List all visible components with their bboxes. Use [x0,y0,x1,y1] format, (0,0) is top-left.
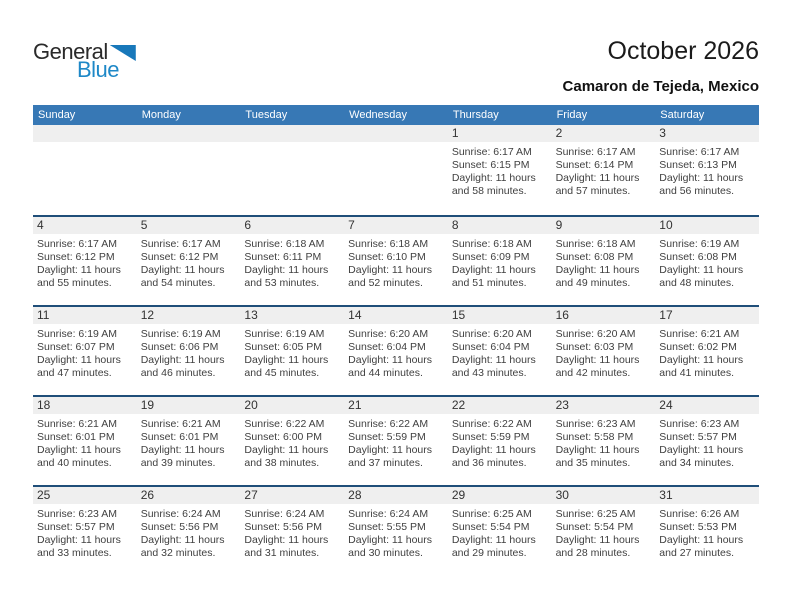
day-number: 24 [659,398,673,412]
day-number: 22 [451,398,466,412]
day-number: 26 [140,488,155,502]
day-cell [448,324,552,380]
sunrise-text: Sunrise: 6:20 AM [451,328,532,340]
day-cell [448,142,552,198]
daylight-text: Daylight: 11 hours and 40 minutes. [37,444,121,469]
sunrise-text: Sunrise: 6:23 AM [659,418,740,430]
day-cell [33,324,137,380]
day-number: 20 [244,398,258,412]
sunset-text: Sunset: 6:02 PM [659,341,737,353]
sunset-text: Sunset: 6:01 PM [140,431,219,443]
daylight-text: Daylight: 11 hours and 55 minutes. [37,264,121,289]
sunset-text: Sunset: 5:54 PM [451,521,530,533]
sunrise-text: Sunrise: 6:18 AM [555,238,636,250]
sunset-text: Sunset: 5:56 PM [140,521,219,533]
sunset-text: Sunset: 6:09 PM [451,251,530,263]
sunset-text: Sunset: 6:10 PM [348,251,426,263]
daylight-text: Daylight: 11 hours and 48 minutes. [659,264,744,289]
daylight-text: Daylight: 11 hours and 32 minutes. [140,534,225,559]
day-cell [240,504,344,560]
day-number: 31 [659,488,673,502]
sunset-text: Sunset: 6:08 PM [555,251,634,263]
sunrise-text: Sunrise: 6:19 AM [659,238,740,250]
day-number: 30 [555,488,569,502]
calendar [33,105,759,575]
daylight-text: Daylight: 11 hours and 53 minutes. [244,264,329,289]
sunrise-text: Sunrise: 6:23 AM [555,418,636,430]
sunset-text: Sunset: 5:59 PM [348,431,426,443]
day-number: 1 [451,126,459,140]
sunrise-text: Sunrise: 6:23 AM [37,508,117,520]
daylight-text: Daylight: 11 hours and 51 minutes. [451,264,536,289]
day-number: 12 [140,308,155,322]
daylight-text: Daylight: 11 hours and 47 minutes. [37,354,121,379]
day-cell [344,324,448,380]
sunset-text: Sunset: 6:08 PM [659,251,737,263]
daylight-text: Daylight: 11 hours and 39 minutes. [140,444,225,469]
sunset-text: Sunset: 5:57 PM [659,431,737,443]
sunset-text: Sunset: 6:13 PM [659,159,737,171]
sunrise-text: Sunrise: 6:17 AM [140,238,221,250]
empty-day-cell [137,142,241,198]
sunrise-text: Sunrise: 6:17 AM [451,146,532,158]
daylight-text: Daylight: 11 hours and 42 minutes. [555,354,640,379]
day-number: 4 [37,218,44,232]
sunset-text: Sunset: 6:04 PM [348,341,426,353]
daylight-text: Daylight: 11 hours and 28 minutes. [555,534,640,559]
day-number: 2 [555,126,563,140]
week-row [33,305,759,395]
day-number-band [33,487,759,504]
week-row [33,395,759,485]
weekday-thursday: Thursday [452,109,499,121]
day-cell [655,414,759,470]
week-row [33,485,759,575]
logo-word-blue: Blue [77,57,120,82]
day-number [137,125,241,142]
sunset-text: Sunset: 6:01 PM [37,431,115,443]
sunrise-text: Sunrise: 6:19 AM [37,328,117,340]
sunset-text: Sunset: 6:12 PM [140,251,219,263]
sunrise-text: Sunrise: 6:22 AM [451,418,532,430]
day-number-band [33,217,759,234]
day-number-band [33,125,759,142]
week-content [33,414,759,470]
calendar-body [33,125,759,575]
empty-day-cell [344,142,448,198]
day-number [344,125,448,142]
sunrise-text: Sunrise: 6:22 AM [348,418,429,430]
page-subtitle: Camaron de Tejeda, Mexico [562,78,759,95]
day-cell [33,414,137,470]
sunset-text: Sunset: 6:15 PM [451,159,530,171]
daylight-text: Daylight: 11 hours and 27 minutes. [659,534,744,559]
page-header [0,0,792,105]
sunset-text: Sunset: 6:11 PM [244,251,322,263]
day-cell [137,234,241,290]
day-number: 29 [451,488,466,502]
sunrise-text: Sunrise: 6:21 AM [37,418,117,430]
weekday-header-row [33,105,759,125]
day-cell [448,414,552,470]
sunrise-text: Sunrise: 6:17 AM [37,238,117,250]
sunset-text: Sunset: 5:54 PM [555,521,634,533]
day-number: 16 [555,308,569,322]
weekday-wednesday: Wednesday [349,109,408,121]
daylight-text: Daylight: 11 hours and 34 minutes. [659,444,744,469]
sunrise-text: Sunrise: 6:19 AM [244,328,325,340]
sunset-text: Sunset: 6:14 PM [555,159,634,171]
day-number: 5 [140,218,148,232]
day-number: 8 [451,218,459,232]
week-content [33,324,759,380]
day-number: 23 [555,398,569,412]
weekday-friday: Friday [556,109,588,121]
weekday-tuesday: Tuesday [245,109,288,121]
sunrise-text: Sunrise: 6:17 AM [555,146,636,158]
day-cell [655,234,759,290]
sunrise-text: Sunrise: 6:21 AM [140,418,221,430]
week-content [33,234,759,290]
daylight-text: Daylight: 11 hours and 35 minutes. [555,444,640,469]
day-number: 6 [244,218,252,232]
day-number: 18 [37,398,51,412]
day-cell [33,504,137,560]
sunrise-text: Sunrise: 6:18 AM [451,238,532,250]
sunrise-text: Sunrise: 6:25 AM [555,508,636,520]
day-number: 9 [555,218,563,232]
sunrise-text: Sunrise: 6:24 AM [140,508,221,520]
day-cell [655,324,759,380]
daylight-text: Daylight: 11 hours and 43 minutes. [451,354,536,379]
daylight-text: Daylight: 11 hours and 56 minutes. [659,172,744,197]
daylight-text: Daylight: 11 hours and 45 minutes. [244,354,329,379]
day-cell [552,142,656,198]
day-number-band [33,307,759,324]
daylight-text: Daylight: 11 hours and 52 minutes. [348,264,432,289]
sunset-text: Sunset: 6:06 PM [140,341,219,353]
sunset-text: Sunset: 5:55 PM [348,521,426,533]
day-cell [344,504,448,560]
sunset-text: Sunset: 6:04 PM [451,341,530,353]
sunrise-text: Sunrise: 6:18 AM [244,238,325,250]
week-content [33,142,759,198]
day-cell [552,504,656,560]
sunset-text: Sunset: 6:00 PM [244,431,323,443]
sunset-text: Sunset: 5:53 PM [659,521,737,533]
day-number: 19 [140,398,155,412]
weekday-sunday: Sunday [38,109,76,121]
daylight-text: Daylight: 11 hours and 36 minutes. [451,444,536,469]
day-cell [240,234,344,290]
daylight-text: Daylight: 11 hours and 37 minutes. [348,444,432,469]
daylight-text: Daylight: 11 hours and 46 minutes. [140,354,225,379]
day-number: 27 [244,488,258,502]
day-number [240,125,344,142]
daylight-text: Daylight: 11 hours and 49 minutes. [555,264,640,289]
sunrise-text: Sunrise: 6:26 AM [659,508,740,520]
day-cell [137,324,241,380]
daylight-text: Daylight: 11 hours and 44 minutes. [348,354,432,379]
day-number: 28 [348,488,362,502]
page-title: October 2026 [607,37,759,65]
daylight-text: Daylight: 11 hours and 54 minutes. [140,264,225,289]
day-cell [137,504,241,560]
sunrise-text: Sunrise: 6:18 AM [348,238,429,250]
day-number: 11 [37,308,50,322]
sunset-text: Sunset: 5:58 PM [555,431,634,443]
day-number: 25 [37,488,51,502]
day-number: 7 [348,218,355,232]
weekday-saturday: Saturday [660,109,705,121]
daylight-text: Daylight: 11 hours and 58 minutes. [451,172,536,197]
day-number [33,125,137,142]
daylight-text: Daylight: 11 hours and 29 minutes. [451,534,536,559]
day-number-band [33,397,759,414]
daylight-text: Daylight: 11 hours and 57 minutes. [555,172,640,197]
sunrise-text: Sunrise: 6:20 AM [348,328,429,340]
day-cell [344,414,448,470]
daylight-text: Daylight: 11 hours and 38 minutes. [244,444,329,469]
daylight-text: Daylight: 11 hours and 41 minutes. [659,354,744,379]
empty-day-cell [240,142,344,198]
day-cell [552,234,656,290]
sunset-text: Sunset: 6:07 PM [37,341,115,353]
day-number: 21 [348,398,362,412]
day-number: 14 [348,308,362,322]
day-cell [240,324,344,380]
day-cell [344,234,448,290]
empty-day-cell [33,142,137,198]
sunrise-text: Sunrise: 6:19 AM [140,328,221,340]
sunrise-text: Sunrise: 6:17 AM [659,146,740,158]
week-row [33,125,759,215]
sunset-text: Sunset: 5:57 PM [37,521,115,533]
day-cell [33,234,137,290]
day-cell [655,142,759,198]
daylight-text: Daylight: 11 hours and 30 minutes. [348,534,432,559]
day-cell [552,324,656,380]
sunset-text: Sunset: 5:59 PM [451,431,530,443]
daylight-text: Daylight: 11 hours and 31 minutes. [244,534,329,559]
sunset-text: Sunset: 5:56 PM [244,521,323,533]
day-number: 15 [451,308,466,322]
day-cell [552,414,656,470]
week-content [33,504,759,560]
day-cell [655,504,759,560]
day-cell [137,414,241,470]
sunset-text: Sunset: 6:12 PM [37,251,115,263]
logo-word-general: General [33,39,108,64]
day-number: 17 [659,308,673,322]
sunrise-text: Sunrise: 6:20 AM [555,328,636,340]
sunset-text: Sunset: 6:03 PM [555,341,634,353]
weekday-monday: Monday [141,109,181,121]
week-row [33,215,759,305]
sunset-text: Sunset: 6:05 PM [244,341,323,353]
day-cell [448,504,552,560]
daylight-text: Daylight: 11 hours and 33 minutes. [37,534,121,559]
sunrise-text: Sunrise: 6:24 AM [348,508,429,520]
sunrise-text: Sunrise: 6:24 AM [244,508,325,520]
day-cell [448,234,552,290]
day-number: 13 [244,308,258,322]
title-block [563,30,759,95]
day-number: 10 [659,218,673,232]
sunrise-text: Sunrise: 6:25 AM [451,508,532,520]
sunrise-text: Sunrise: 6:22 AM [244,418,325,430]
sunrise-text: Sunrise: 6:21 AM [659,328,740,340]
day-cell [240,414,344,470]
day-number: 3 [659,126,666,140]
general-blue-logo [33,30,136,80]
